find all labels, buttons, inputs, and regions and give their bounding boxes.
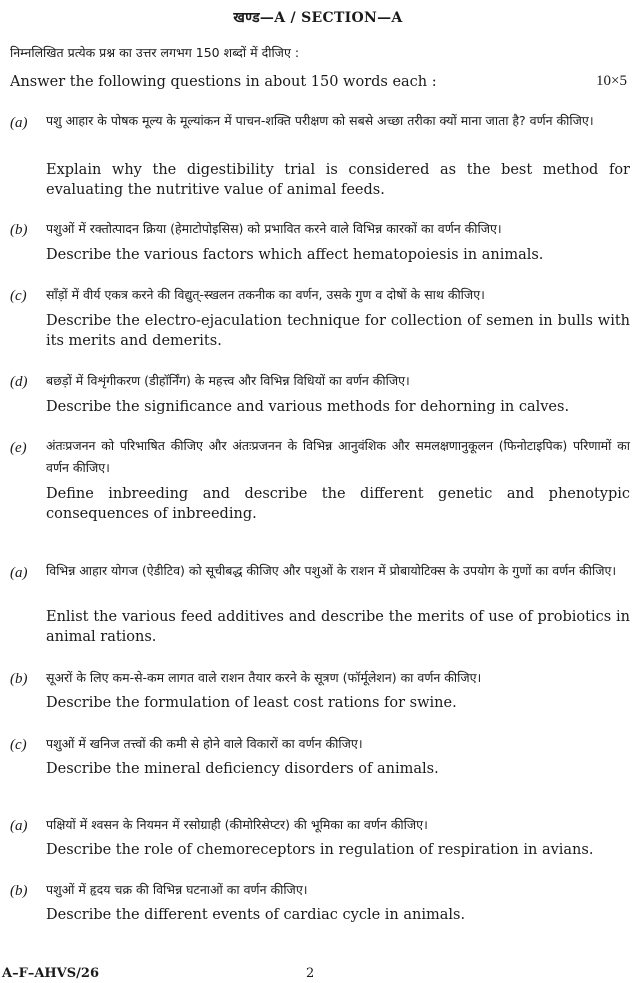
question-text-hindi: पशुओं में रक्तोत्पादन क्रिया (हेमाटोपोइसिस) को प्रभावित करने वाले विभिन्न कारकों का वर्णन कीजिए। [46, 221, 502, 236]
question-label: (b) [10, 671, 28, 687]
question-label: (a) [10, 565, 28, 581]
question-text-english: Explain why the digestibility trial is considered as the best method for evaluating the nutritive value of animal feeds. [46, 162, 630, 198]
question-label: (b) [10, 883, 28, 899]
question-text-hindi: पक्षियों में श्वसन के नियमन में रसोग्राही (कीमोरिसेप्टर) की भूमिका का वर्णन कीजिए। [46, 817, 428, 832]
question-text-english: Describe the formulation of least cost rations for swine. [46, 695, 457, 711]
question-text-english: Define inbreeding and describe the different genetic and phenotypic consequences of inbreeding. [46, 486, 630, 522]
question-text-english: Enlist the various feed additives and describe the merits of use of probiotics in animal rations. [46, 609, 630, 645]
question-text-english: Describe the role of chemoreceptors in regulation of respiration in avians. [46, 842, 594, 858]
question-text-hindi: पशुओं में खनिज तत्त्वों की कमी से होने वाले विकारों का वर्णन कीजिए। [46, 736, 363, 751]
question-label: (c) [10, 288, 27, 304]
question-text-hindi: पशु आहार के पोषक मूल्य के मूल्यांकन में पाचन-शक्ति परीक्षण को सबसे अच्छा तरीका क्यों माना जाता है? वर्णन कीजिए। [46, 113, 594, 128]
instruction-hindi: निम्नलिखित प्रत्येक प्रश्न का उत्तर लगभग 150 शब्दों में दीजिए : [10, 45, 300, 60]
question-text-english: Describe the different events of cardiac cycle in animals. [46, 907, 466, 923]
paper-code: A–F–AHVS/26 [2, 966, 99, 981]
question-label: (e) [10, 440, 27, 456]
question-text-hindi: अंतःप्रजनन को परिभाषित कीजिए और अंतःप्रजनन के विभिन्न आनुवंशिक और समलक्षणानुकूलन (फिनोटाइपिक) परिणामों का वर्णन कीजिए। [46, 438, 630, 475]
marks-label: 10×5 [596, 73, 627, 89]
question-label: (d) [10, 374, 28, 390]
question-label: (b) [10, 222, 28, 238]
instruction-english: Answer the following questions in about 150 words each : [10, 74, 437, 90]
question-label: (a) [10, 818, 28, 834]
question-text-english: Describe the mineral deficiency disorders of animals. [46, 761, 439, 777]
question-label: (a) [10, 115, 28, 131]
question-text-hindi: पशुओं में हृदय चक्र की विभिन्न घटनाओं का वर्णन कीजिए। [46, 882, 308, 897]
question-label: (c) [10, 737, 27, 753]
question-text-english: Describe the various factors which affect hematopoiesis in animals. [46, 247, 544, 263]
question-text-hindi: बछड़ों में विशृंगीकरण (डीहॉर्निंग) के महत्त्व और विभिन्न विधियों का वर्णन कीजिए। [46, 373, 410, 388]
question-text-english: Describe the significance and various methods for dehorning in calves. [46, 399, 570, 415]
question-text-hindi: सूअरों के लिए कम-से-कम लागत वाले राशन तैयार करने के सूत्रण (फॉर्मूलेशन) का वर्णन कीजिए। [46, 670, 482, 685]
question-text-hindi: साँड़ों में वीर्य एकत्र करने की विद्युत्-स्खलन तकनीक का वर्णन, उसके गुण व दोषों के साथ कीजिए। [46, 287, 485, 302]
section-title: खण्ड—A / SECTION—A [233, 10, 403, 26]
question-text-hindi: विभिन्न आहार योगज (ऐडीटिव) को सूचीबद्ध कीजिए और पशुओं के राशन में प्रोबायोटिक्स के उपयोग के गुणों का वर्णन कीजिए। [46, 563, 617, 578]
page-number: 2 [306, 966, 315, 981]
question-text-english: Describe the electro-ejaculation technique for collection of semen in bulls with its merits and demerits. [46, 313, 630, 349]
